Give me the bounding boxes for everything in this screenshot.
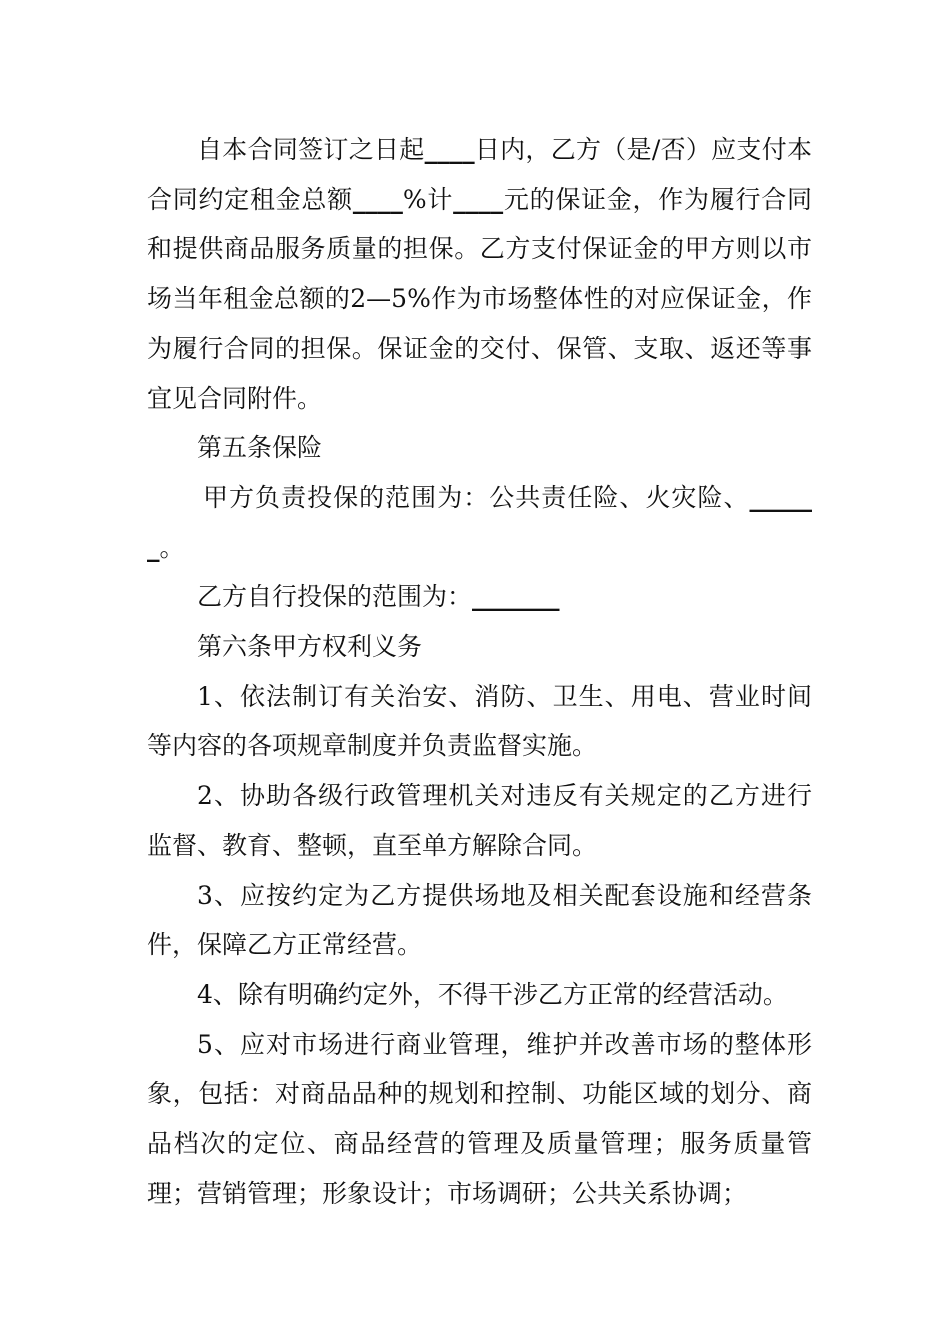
heading-text: 第六条甲方权利义务 bbox=[197, 632, 423, 662]
text-segment: 乙方自行投保的范围为： bbox=[197, 582, 473, 612]
section-heading-party-a-rights bbox=[147, 622, 812, 672]
blank-days: ____ bbox=[424, 135, 475, 164]
text-segment: 4、除有明确约定外，不得干涉乙方正常的经营活动。 bbox=[197, 979, 788, 1009]
text-segment: %计 bbox=[402, 184, 454, 214]
text-segment: 甲方负责投保的范围为：公共责任险、火灾险、 bbox=[203, 482, 750, 512]
text-segment: 5、应对市场进行商业管理，维护并改善市场的整体形象，包括：对商品品种的规划和控制、功能区域的划分、商品档次的定位、商品经营的管理及质量管理；服务质量管理；营销管理；形象设计；市场调研；公共关系协调； bbox=[147, 1029, 812, 1208]
list-item-3 bbox=[147, 871, 812, 970]
text-segment: 1、依法制订有关治安、消防、卫生、用电、营业时间等内容的各项规章制度并负责监督实施。 bbox=[147, 681, 812, 761]
text-segment: 3、应按约定为乙方提供场地及相关配套设施和经营条件，保障乙方正常经营。 bbox=[147, 880, 812, 960]
list-item-5 bbox=[147, 1020, 812, 1219]
text-segment: 自本合同签订之日起 bbox=[197, 135, 425, 164]
blank-insurance-a: ______ bbox=[147, 482, 812, 562]
blank-insurance-b: _______ bbox=[472, 582, 560, 612]
list-item-1 bbox=[147, 672, 812, 771]
heading-text: 第五条保险 bbox=[197, 433, 323, 463]
paragraph-party-b-insurance bbox=[147, 572, 812, 622]
text-segment: 日内，乙方（是/否）应支付本合同约定租金总额 bbox=[147, 135, 812, 214]
text-segment: 。 bbox=[159, 532, 185, 562]
list-item-4 bbox=[147, 970, 812, 1020]
text-segment: 元的保证金，作为履行合同和提供商品服务质量的担保。乙方支付保证金的甲方则以市场当年租金总额的2—5%作为市场整体性的对应保证金，作为履行合同的担保。保证金的交付、保管、支取、返还等事宜见合同附件。 bbox=[147, 184, 812, 413]
paragraph-party-a-insurance bbox=[147, 473, 812, 572]
text-segment: 2、协助各级行政管理机关对违反有关规定的乙方进行监督、教育、整顿，直至单方解除合同。 bbox=[147, 781, 812, 860]
list-item-2 bbox=[147, 771, 812, 870]
paragraph-deposit bbox=[147, 125, 812, 423]
document-body bbox=[147, 125, 812, 1218]
blank-percent: ____ bbox=[352, 184, 403, 214]
blank-amount: ____ bbox=[453, 184, 504, 214]
section-heading-insurance bbox=[147, 423, 812, 473]
